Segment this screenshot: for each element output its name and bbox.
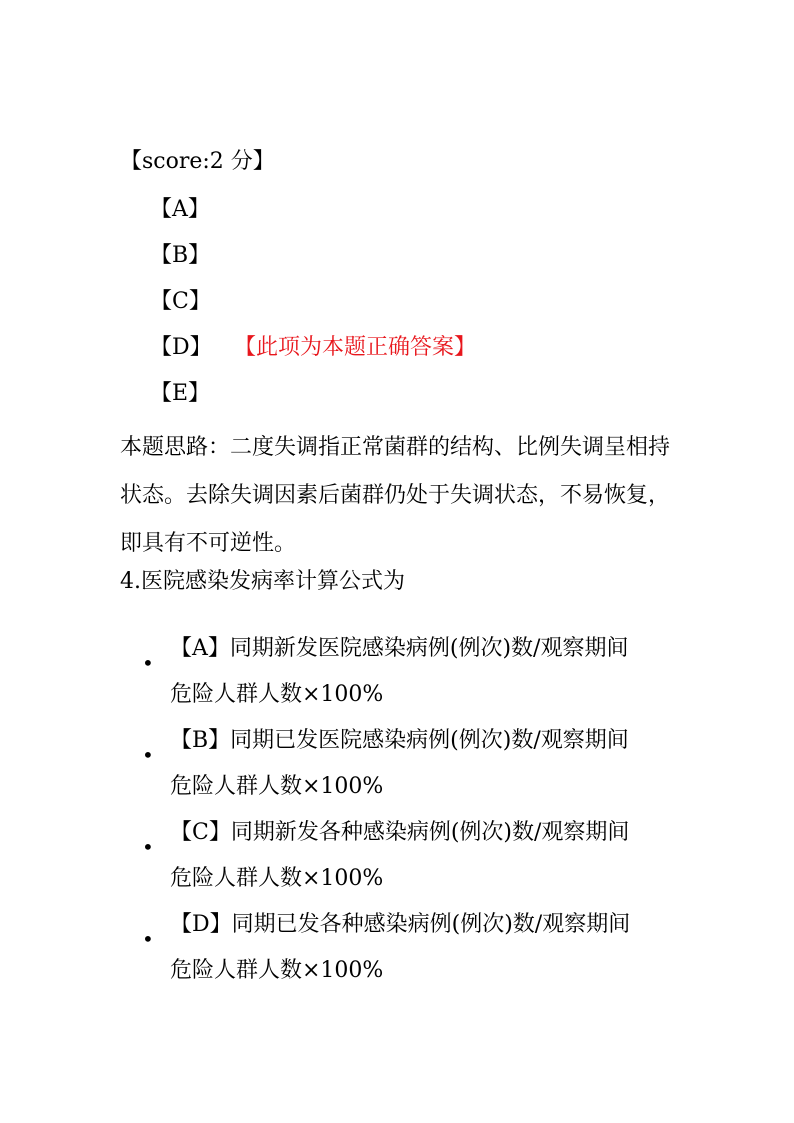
explanation-text: 本题思路：二度失调指正常菌群的结构、比例失调呈相持状态。去除失调因素后菌群仍处于失调状态，不易恢复，即具有不可逆性。 [120,435,671,556]
bullet-icon: • [142,835,154,859]
choice-b[interactable] [140,718,700,810]
option-d[interactable] [150,332,476,364]
option-b[interactable] [150,240,211,272]
option-e[interactable] [150,378,211,410]
option-label: 【A】 [150,197,210,222]
question-title: 4.医院感染发病率计算公式为 [120,569,405,594]
bullet-icon: • [142,743,154,767]
option-a[interactable] [150,194,210,226]
choice-text-line1: 【D】同期已发各种感染病例(例次)数/观察期间 [170,912,631,937]
correct-answer-note: 【此项为本题正确答案】 [234,335,477,360]
choice-text-line1: 【B】同期已发医院感染病例(例次)数/观察期间 [170,728,629,753]
choice-text-line1: 【A】同期新发医院感染病例(例次)数/观察期间 [170,636,629,661]
choice-text-line2: 危险人群人数×100% [170,682,384,707]
option-label: 【C】 [150,289,211,314]
bullet-icon: • [142,927,154,951]
choice-a[interactable] [140,626,700,718]
option-c[interactable] [150,286,211,318]
option-label: 【E】 [150,381,211,406]
option-label: 【B】 [150,243,211,268]
choice-text-line2: 危险人群人数×100% [170,866,384,891]
bullet-icon: • [142,651,154,675]
choice-list [140,626,700,994]
choice-d[interactable] [140,902,700,994]
score-label: 【score:2 分】 [120,149,275,174]
option-label: 【D】 [150,335,212,360]
choice-text-line2: 危险人群人数×100% [170,774,384,799]
choice-c[interactable] [140,810,700,902]
choice-text-line2: 危险人群人数×100% [170,958,384,983]
choice-text-line1: 【C】同期新发各种感染病例(例次)数/观察期间 [170,820,630,845]
